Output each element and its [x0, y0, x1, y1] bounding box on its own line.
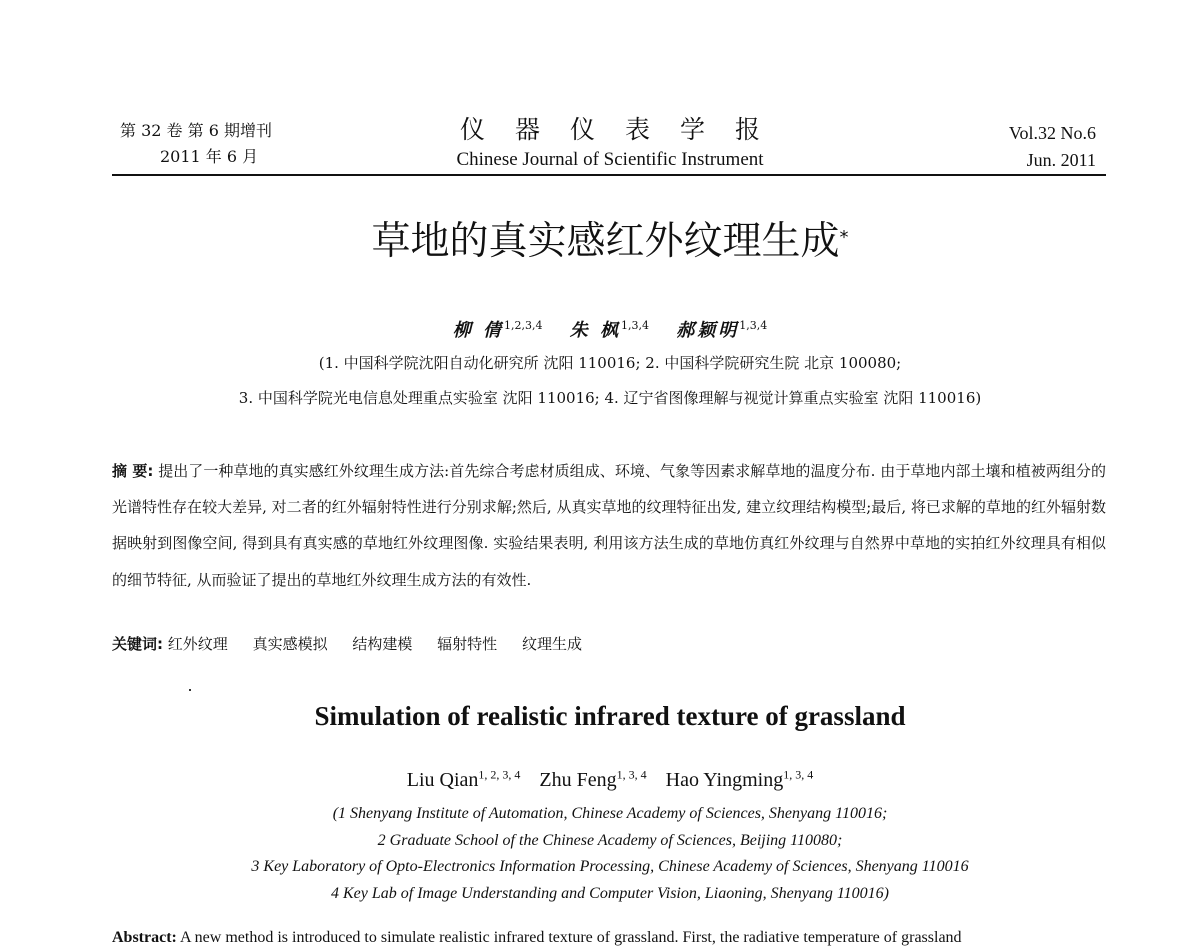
author-cn: 柳 倩$^{1,2,3,4}$: [452, 319, 543, 341]
abstract-cn: [112, 453, 1106, 598]
date-cn: 2011 年 6 月: [160, 147, 259, 166]
abstract-cn-label: 摘 要:: [112, 462, 154, 480]
journal-name-cn: 仪器仪表学报: [459, 115, 790, 144]
abstract-en-text: A new method is introduced to simulate realistic infrared texture of grassland. First, the radiative temperature of grassland: [180, 929, 962, 946]
author-en: Hao Yingming$^{1, 3, 4}$: [665, 767, 814, 791]
abstract-en: [112, 926, 1106, 950]
volume-issue-en: Vol.32 No.6: [1008, 123, 1096, 143]
keyword-cn: 结构建模: [352, 635, 413, 653]
paper-title-en: Simulation of realistic infrared texture of grassland: [314, 701, 906, 731]
authors-cn: [0, 316, 1200, 342]
header-rule: [112, 174, 1106, 176]
keyword-cn: 红外纹理: [167, 635, 228, 653]
affiliation-en-line: 3 Key Laboratory of Opto-Electronics Information Processing, Chinese Academy of Sciences, Shenyang 110016: [251, 858, 969, 875]
keyword-cn: 真实感模拟: [252, 635, 328, 653]
keyword-cn: 纹理生成: [521, 635, 582, 653]
header-right: [1009, 120, 1096, 174]
keywords-cn-label: 关键词:: [112, 635, 163, 653]
volume-issue-cn: 第 32 卷 第 6 期增刊: [120, 121, 272, 140]
affiliations-en: [0, 801, 1200, 907]
keywords-cn: [112, 633, 602, 655]
abstract-en-label: Abstract:: [112, 929, 177, 946]
date-en: Jun. 2011: [1026, 150, 1096, 170]
affiliation-cn-line: 3. 中国科学院光电信息处理重点实验室 沈阳 110016; 4. 辽宁省图像理解与视觉计算重点实验室 沈阳 110016): [238, 389, 982, 407]
stray-dot: [189, 689, 191, 691]
authors-en: [0, 767, 1200, 792]
journal-name-en: Chinese Journal of Scientific Instrument: [456, 149, 764, 170]
title-footnote-mark: *: [839, 227, 849, 248]
author-cn: 朱 枫$^{1,3,4}$: [569, 319, 650, 341]
affiliation-en-line: (1 Shenyang Institute of Automation, Chinese Academy of Sciences, Shenyang 110016;: [332, 805, 888, 822]
paper-title-cn: [0, 214, 1200, 270]
author-cn: 郝颖明$^{1,3,4}$: [676, 319, 768, 341]
title-cn-text: 草地的真实感红外纹理生成: [371, 219, 840, 264]
abstract-cn-text: 提出了一种草地的真实感红外纹理生成方法:首先综合考虑材质组成、环境、气象等因素求解草地的温度分布. 由于草地内部土壤和植被两组分的光谱特性存在较大差异, 对二者的红外辐射特性进行分别求解;然后, 从真实草地的纹理特征出发, 建立纹理结构模型;最后, 将已求解的草地的红外辐射数据映射到图像空间, 得到具有真实感的草地红外纹理图像. 实验结果表明, 利用该方法生成的草地仿真红外纹理与自然界中草地的实拍红外纹理具有相似的细节特征, 从而验证了提出的草地红外纹理生成方法的有效性.: [112, 462, 1106, 589]
author-en: Liu Qian$^{1, 2, 3, 4}$: [406, 767, 521, 791]
author-en: Zhu Feng$^{1, 3, 4}$: [539, 767, 647, 791]
affiliation-en-line: 2 Graduate School of the Chinese Academy of Sciences, Beijing 110080;: [377, 831, 843, 849]
affiliation-en-line: 4 Key Lab of Image Understanding and Computer Vision, Liaoning, Shenyang 110016): [330, 884, 890, 902]
affiliation-cn-line: (1. 中国科学院沈阳自动化研究所 沈阳 110016; 2. 中国科学院研究生院 北京 100080;: [318, 354, 902, 372]
keyword-cn: 辐射特性: [437, 635, 498, 653]
